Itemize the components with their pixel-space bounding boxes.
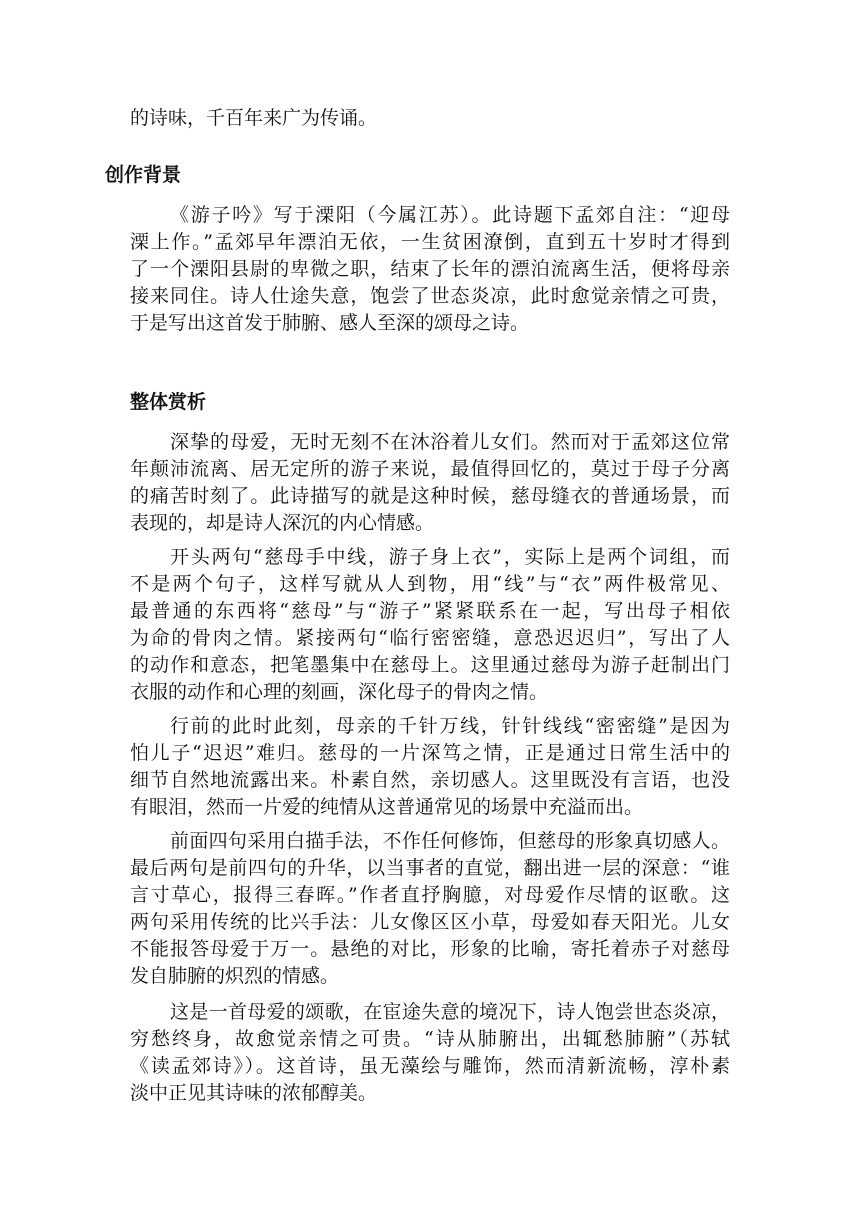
paragraph-line: 怕儿子“迟迟”难归。慈母的一片深笃之情，正是通过日常生活中的 — [130, 742, 730, 764]
paragraph-line: 于是写出这首发于肺腑、感人至深的颂母之诗。 — [130, 312, 530, 334]
paragraph-line: 发自肺腑的炽烈的情感。 — [130, 965, 340, 987]
paragraph-line: 溧上作。”孟郊早年漂泊无依，一生贫困潦倒，直到五十岁时才得到 — [130, 231, 730, 253]
paragraph-line: 《游子吟》写于溧阳（今属江苏）。此诗题下孟郊自注：“迎母 — [170, 204, 730, 226]
paragraph-line: 两句采用传统的比兴手法：儿女像区区小草，母爱如春天阳光。儿女 — [130, 911, 730, 933]
paragraph-line: 言寸草心，报得三春晖。”作者直抒胸臆，对母爱作尽情的讴歌。这 — [130, 884, 730, 906]
paragraph-line: 最后两句是前四句的升华，以当事者的直觉，翻出进一层的深意：“谁 — [130, 857, 730, 879]
paragraph-line: 衣服的动作和心理的刻画，深化母子的骨肉之情。 — [130, 681, 549, 703]
paragraph-line: 接来同住。诗人仕途失意，饱尝了世态炎凉，此时愈觉亲情之可贵， — [130, 285, 730, 307]
section-heading-background: 创作背景 — [105, 164, 182, 186]
paragraph-line: 淡中正见其诗味的浓郁醇美。 — [130, 1082, 378, 1104]
paragraph-line: 不是两个句子，这样写就从人到物，用“线”与“衣”两件极常见、 — [130, 573, 730, 595]
paragraph-line: 了一个溧阳县尉的卑微之职，结束了长年的漂泊流离生活，便将母亲 — [130, 258, 730, 280]
paragraph-line: 年颠沛流离、居无定所的游子来说，最值得回忆的，莫过于母子分离 — [130, 458, 730, 480]
continuation-line: 的诗味，千百年来广为传诵。 — [130, 107, 378, 129]
paragraph-line: 深挚的母爱，无时无刻不在沐浴着儿女们。然而对于孟郊这位常 — [170, 431, 730, 453]
paragraph-line: 不能报答母爱于万一。悬绝的对比，形象的比喻，寄托着赤子对慈母 — [130, 938, 730, 960]
paragraph-line: 有眼泪，然而一片爱的纯情从这普通常见的场景中充溢而出。 — [130, 796, 644, 818]
paragraph-line: 穷愁终身，故愈觉亲情之可贵。“诗从肺腑出，出辄愁肺腑”（苏轼 — [130, 1028, 730, 1050]
paragraph-line: 细节自然地流露出来。朴素自然，亲切感人。这里既没有言语，也没 — [130, 769, 730, 791]
section-heading-analysis: 整体赏析 — [130, 391, 207, 413]
paragraph-line: 的痛苦时刻了。此诗描写的就是这种时候，慈母缝衣的普通场景，而 — [130, 485, 730, 507]
paragraph-line: 《读孟郊诗》）。这首诗，虽无藻绘与雕饰，然而清新流畅，淳朴素 — [130, 1055, 730, 1077]
paragraph-line: 行前的此时此刻，母亲的千针万线，针针线线“密密缝”是因为 — [170, 715, 730, 737]
paragraph-line: 表现的，却是诗人深沉的内心情感。 — [130, 512, 435, 534]
paragraph-line: 最普通的东西将“慈母”与“游子”紧紧联系在一起，写出母子相依 — [130, 600, 730, 622]
paragraph-line: 前面四句采用白描手法，不作任何修饰，但慈母的形象真切感人。 — [170, 830, 730, 852]
paragraph-line: 开头两句“慈母手中线，游子身上衣”，实际上是两个词组，而 — [170, 546, 730, 568]
paragraph-line: 这是一首母爱的颂歌，在宦途失意的境况下，诗人饱尝世态炎凉， — [170, 1001, 730, 1023]
paragraph-line: 为命的骨肉之情。紧接两句“临行密密缝，意恐迟迟归”，写出了人 — [130, 627, 730, 649]
paragraph-line: 的动作和意态，把笔墨集中在慈母上。这里通过慈母为游子赶制出门 — [130, 654, 730, 676]
